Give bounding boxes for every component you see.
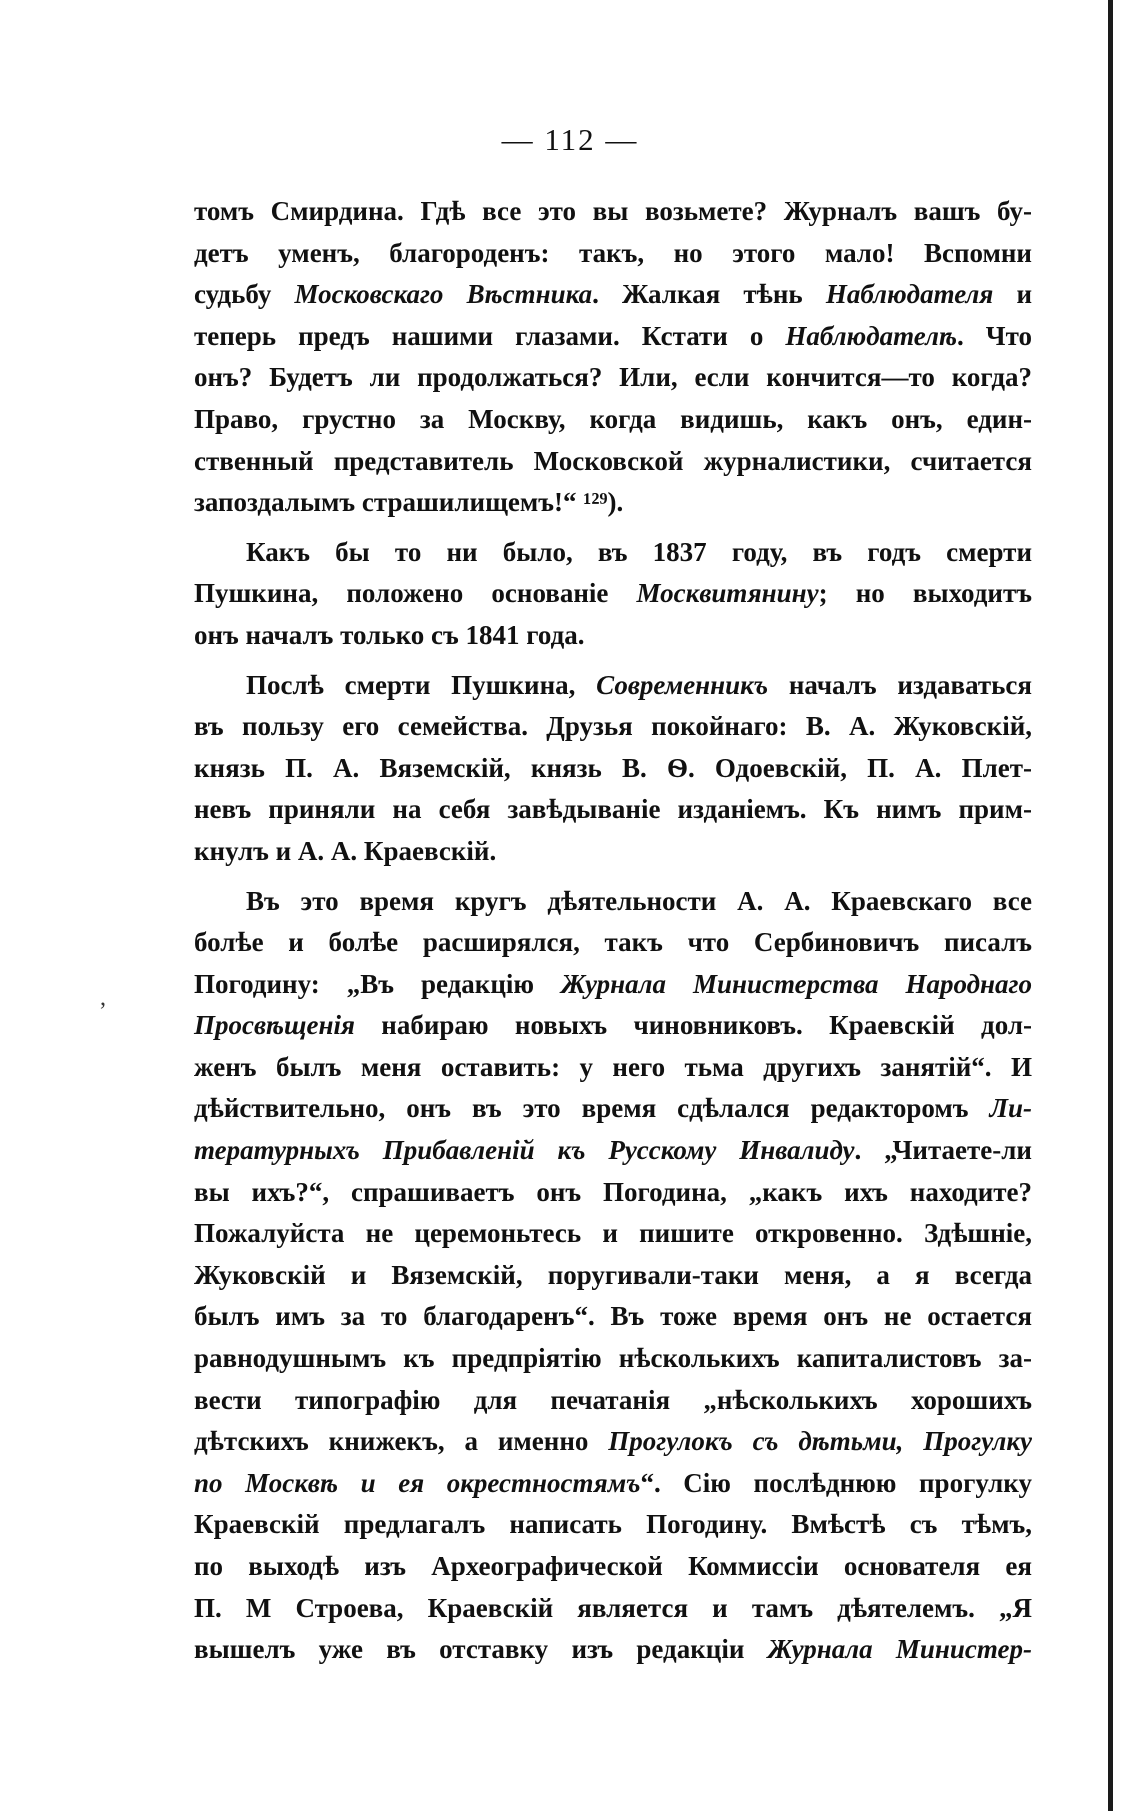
text-run: П. М Строева, Краевскій является и тамъ дѣятелемъ. „Я (194, 1592, 1032, 1623)
margin-mark: , (100, 985, 106, 1011)
text-run: равнодушнымъ къ предпріятію нѣсколькихъ капиталистовъ за- (194, 1343, 1032, 1374)
scan-page-edge (1108, 0, 1113, 1811)
text-run: . „Читаете-ли (854, 1135, 1032, 1166)
text-run: Краевскій предлагалъ написать Погодину. Вмѣстѣ съ тѣмъ, (194, 1509, 1032, 1540)
text-line (194, 831, 1032, 873)
text-line (194, 706, 1032, 748)
text-line (194, 1588, 1032, 1630)
text-line (194, 1338, 1032, 1380)
text-line (194, 789, 1032, 831)
italic-text: Журнала Министер- (767, 1634, 1032, 1665)
italic-text: Московскаго Вѣстника (294, 279, 593, 310)
text-run: . Что (956, 320, 1032, 351)
text-run: по выходѣ изъ Археографической Коммиссіи основателя ея (194, 1551, 1032, 1581)
text-line (194, 1130, 1032, 1172)
text-line (194, 1629, 1032, 1671)
text-line (194, 399, 1032, 441)
text-line (194, 1213, 1032, 1255)
text-line (194, 191, 1032, 233)
italic-text: по Москвѣ и ея окрестностямъ (194, 1467, 641, 1498)
text-run: . Жалкая тѣнь (592, 279, 826, 310)
text-line (194, 1255, 1032, 1297)
text-run: женъ былъ меня оставить: у него тьма другихъ занятій“. И (194, 1051, 1032, 1082)
text-run: Послѣ смерти Пушкина, (246, 669, 597, 700)
text-line (194, 881, 1032, 923)
text-run: Жуковскій и Вяземскій, поругивали-таки меня, а я всегда (194, 1259, 1032, 1290)
text-run: ; но выходитъ (818, 578, 1032, 609)
text-run: томъ Смирдина. Гдѣ все это вы возьмете? Журналъ вашъ бу- (194, 196, 1032, 226)
text-line (194, 615, 1032, 657)
text-run: болѣе и болѣе расширялся, такъ что Сербиновичъ писалъ (194, 927, 1032, 958)
text-run: князь П. А. Вяземскій, князь В. Ѳ. Одоевскій, П. А. Плет- (194, 752, 1032, 783)
text-run: невъ приняли на себя завѣдываніе изданіемъ. Къ нимъ прим- (194, 794, 1032, 825)
text-run: судьбу (194, 279, 295, 310)
text-run: Въ это время кругъ дѣятельности А. А. Краевскаго все (246, 885, 1032, 916)
italic-text: Просвѣщенія (194, 1010, 355, 1041)
body-text (194, 191, 1032, 1671)
text-run: ственный представитель Московской журналистики, считается (194, 445, 1032, 476)
text-line (194, 233, 1032, 275)
text-run: вы ихъ?“, спрашиваетъ онъ Погодина, „какъ ихъ находите? (194, 1176, 1032, 1207)
text-line (194, 532, 1032, 574)
paragraph-gap (194, 657, 1032, 665)
text-line (194, 922, 1032, 964)
text-line (194, 1047, 1032, 1089)
italic-text: Наблюдателя (825, 279, 994, 310)
text-run: Право, грустно за Москву, когда видишь, какъ онъ, един- (194, 403, 1032, 434)
italic-text: Прогулокъ съ дѣтьми, Прогулку (608, 1426, 1032, 1457)
text-run: кнулъ и А. А. Краевскій. (194, 835, 497, 866)
paragraph-gap (194, 524, 1032, 532)
text-line (194, 1088, 1032, 1130)
italic-text: Наблюдателѣ (785, 320, 957, 351)
text-run: началъ издаваться (768, 669, 1033, 700)
text-line (194, 1463, 1032, 1505)
text-line (194, 1296, 1032, 1338)
text-line (194, 573, 1032, 615)
text-line (194, 357, 1032, 399)
text-run: въ пользу его семейства. Друзья покойнаго: В. А. Жуковскій, (194, 711, 1032, 742)
text-run: набираю новыхъ чиновниковъ. Краевскій дол- (354, 1010, 1032, 1041)
text-run: дѣйствительно, онъ въ это время сдѣлался редакторомъ (194, 1093, 990, 1124)
text-run: онъ началъ только съ 1841 года. (194, 619, 585, 650)
text-line (194, 1380, 1032, 1422)
text-line (194, 665, 1032, 707)
text-run: онъ? Будетъ ли продолжаться? Или, если кончится—то когда? (194, 362, 1032, 393)
italic-text: Журнала Министерства Народнаго (561, 968, 1032, 999)
text-line (194, 1504, 1032, 1546)
text-line (194, 1546, 1032, 1588)
text-line (194, 441, 1032, 483)
italic-text: Москвитянину (636, 578, 819, 609)
text-line (194, 748, 1032, 790)
text-line (194, 274, 1032, 316)
text-run: “. Сію послѣднюю прогулку (640, 1467, 1032, 1498)
text-line (194, 1172, 1032, 1214)
text-line (194, 1421, 1032, 1463)
text-run: запоздалымъ страшилищемъ!“ ¹²⁹). (194, 487, 624, 518)
text-line (194, 1005, 1032, 1047)
text-run: дѣтскихъ книжекъ, а именно (194, 1426, 609, 1457)
text-line (194, 964, 1032, 1006)
text-run: Пожалуйста не церемоньтесь и пишите откровенно. Здѣшніе, (194, 1218, 1032, 1249)
text-run: былъ имъ за то благодаренъ“. Въ тоже время онъ не остается (194, 1301, 1032, 1332)
text-line (194, 482, 1032, 524)
text-run: Погодину: „Въ редакцію (194, 968, 562, 999)
text-run: детъ уменъ, благороденъ: такъ, но этого мало! Вспомни (194, 237, 1032, 268)
page-number: — 112 — (501, 122, 639, 157)
text-run: вести типографію для печатанія „нѣсколькихъ хорошихъ (194, 1384, 1032, 1415)
text-run: Пушкина, положено основаніе (194, 578, 637, 609)
italic-text: Ли- (989, 1093, 1032, 1124)
italic-text: Современникъ (596, 669, 769, 700)
text-run: Какъ бы то ни было, въ 1837 году, въ годъ смерти (246, 536, 1032, 567)
text-run: теперь предъ нашими глазами. Кстати о (194, 320, 786, 351)
text-run: и (993, 279, 1033, 310)
paragraph-gap (194, 873, 1032, 881)
text-line (194, 316, 1032, 358)
text-run: вышелъ уже въ отставку изъ редакціи (194, 1634, 768, 1665)
italic-text: тературныхъ Прибавленій къ Русскому Инвалиду (194, 1135, 855, 1166)
